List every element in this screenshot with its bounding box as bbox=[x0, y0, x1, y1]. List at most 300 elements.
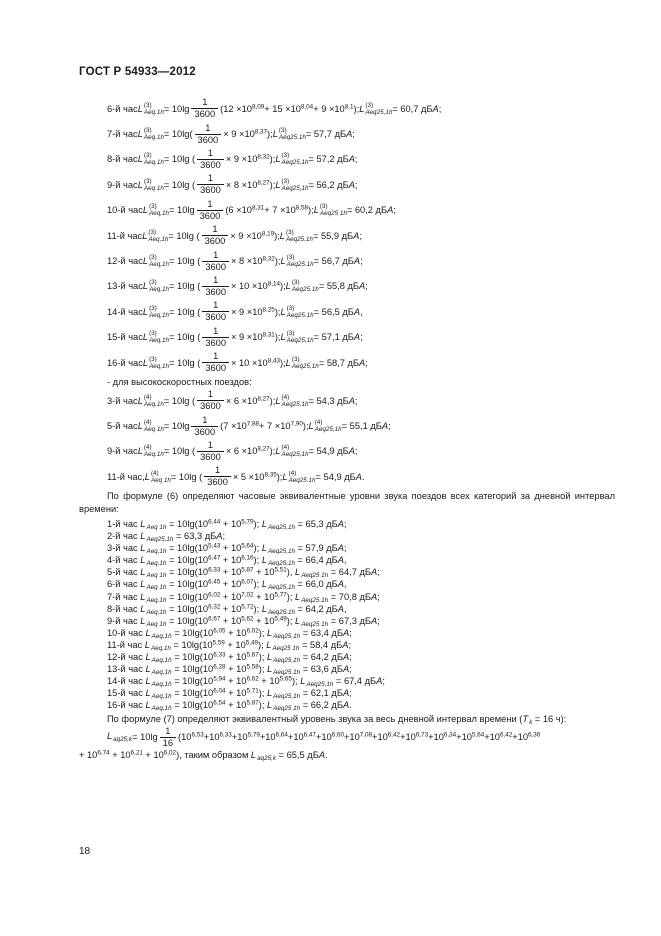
level-letter: L bbox=[145, 688, 151, 699]
formula-line bbox=[107, 325, 441, 350]
power-base: 10 bbox=[181, 732, 192, 742]
power-base: 10 bbox=[237, 732, 248, 742]
text: ; bbox=[377, 615, 380, 626]
power-base: 10 bbox=[236, 627, 247, 638]
text: 16-й час bbox=[107, 700, 146, 711]
superscript-index: (3) bbox=[291, 279, 300, 287]
level-symbol bbox=[143, 254, 169, 268]
formula-line bbox=[107, 223, 441, 248]
power-of-ten bbox=[181, 732, 204, 742]
exponent: 6,64 bbox=[275, 731, 288, 739]
power-base: 10 bbox=[405, 732, 416, 742]
level-letter: L bbox=[282, 471, 288, 482]
subscript-index: Aeq25,1h bbox=[365, 108, 393, 116]
power-of-ten bbox=[87, 750, 110, 760]
text: (6 × bbox=[225, 205, 242, 216]
fraction bbox=[191, 415, 218, 438]
text: = 63,6 дБ bbox=[300, 664, 343, 675]
level-indices bbox=[315, 419, 342, 433]
text: = 10lg( bbox=[166, 567, 198, 578]
power-base: 10 bbox=[247, 446, 258, 457]
category4-formulas bbox=[107, 388, 391, 490]
level-symbol bbox=[309, 419, 342, 433]
numerator: 1 bbox=[165, 725, 171, 736]
level-symbol bbox=[251, 750, 276, 760]
power-of-ten bbox=[490, 732, 513, 742]
text: = 63,4 дБ bbox=[300, 627, 343, 638]
power-base: 10 bbox=[293, 732, 304, 742]
power-base: 10 bbox=[264, 615, 275, 626]
text: ; bbox=[349, 688, 352, 699]
power-of-ten bbox=[209, 732, 232, 742]
text: + 15 × bbox=[264, 103, 291, 114]
level-symbol bbox=[295, 567, 329, 580]
text: ); bbox=[253, 519, 262, 529]
level-indices bbox=[286, 229, 313, 243]
power-base: 10 bbox=[334, 103, 345, 114]
text: 15-й час bbox=[107, 332, 143, 343]
superscript-index: (4) bbox=[143, 393, 152, 401]
level-indices bbox=[149, 254, 169, 268]
text: = 10lg ( bbox=[163, 179, 196, 190]
superscript-index: (3) bbox=[143, 127, 152, 135]
text: (7 × bbox=[220, 421, 237, 432]
superscript-index: (3) bbox=[149, 203, 157, 211]
level-symbol bbox=[145, 470, 171, 484]
level-letter: L bbox=[142, 281, 149, 292]
denominator: 3600 bbox=[197, 184, 224, 196]
power-of-ten bbox=[377, 732, 400, 742]
subscript-index: Aeq25,1h bbox=[267, 548, 295, 556]
text: = 10lg bbox=[132, 732, 158, 742]
text: ; bbox=[359, 230, 362, 241]
level-letter: L bbox=[142, 332, 149, 343]
text: , bbox=[360, 306, 363, 317]
text: = 10lg ( bbox=[168, 230, 200, 241]
power-of-ten bbox=[252, 231, 275, 241]
subscript-index: Aeq,1h bbox=[151, 681, 172, 689]
exponent: 6,42 bbox=[387, 731, 401, 739]
text: + bbox=[220, 519, 231, 529]
power-of-ten bbox=[265, 732, 288, 742]
exponent: 5,87 bbox=[246, 699, 259, 707]
text: = 70,8 дБ bbox=[328, 591, 371, 602]
unit-italic: A bbox=[337, 519, 344, 529]
subscript-index: Aeq,1h bbox=[149, 286, 170, 294]
text: + bbox=[225, 652, 237, 663]
fraction bbox=[202, 250, 229, 273]
exponent: 6,16 bbox=[241, 554, 254, 562]
unit-italic: A bbox=[359, 281, 366, 292]
text: = 63,3 дБ bbox=[173, 531, 217, 542]
power-of-ten bbox=[462, 732, 485, 742]
superscript-index: (3) bbox=[149, 330, 157, 338]
exponent: 5,64 bbox=[241, 542, 254, 550]
denominator: 3600 bbox=[197, 400, 224, 412]
text: ; bbox=[365, 357, 368, 368]
denominator: 3600 bbox=[202, 286, 229, 298]
unit-italic: A bbox=[337, 543, 344, 554]
exponent: 8,09 bbox=[251, 103, 265, 111]
superscript-index: (3) bbox=[281, 152, 290, 160]
exponent: 5,62 bbox=[241, 615, 254, 623]
formula-line bbox=[107, 591, 385, 603]
exponent: 6,42 bbox=[499, 731, 513, 739]
level-symbol bbox=[314, 203, 347, 217]
subscript-index: Aeq25,1h bbox=[281, 184, 309, 192]
text: , bbox=[343, 603, 347, 614]
text: = 10lg ( bbox=[169, 306, 201, 317]
power-of-ten bbox=[198, 604, 221, 614]
exponent: 5,87 bbox=[241, 566, 254, 574]
exponent: 6,07 bbox=[241, 578, 254, 586]
unit-italic: A bbox=[355, 471, 362, 482]
text: ; bbox=[352, 129, 355, 140]
subscript-index: Aeq,1h bbox=[151, 657, 172, 665]
power-base: 10 bbox=[517, 732, 529, 742]
text: ; bbox=[348, 639, 352, 650]
exponent: 6,04 bbox=[213, 687, 226, 695]
text: = 67,3 дБ bbox=[328, 615, 371, 626]
level-symbol bbox=[145, 652, 172, 665]
level-letter: L bbox=[144, 471, 150, 482]
level-indices bbox=[282, 152, 309, 166]
power-of-ten bbox=[231, 579, 254, 589]
power-of-ten bbox=[198, 567, 221, 577]
text: ); bbox=[274, 306, 281, 317]
exponent: 6,53 bbox=[191, 731, 204, 739]
fraction bbox=[197, 148, 224, 171]
subscript-index: Aeq25.1h bbox=[273, 669, 301, 677]
level-symbol bbox=[138, 152, 164, 166]
unit-italic: A bbox=[348, 446, 355, 457]
level-symbol bbox=[143, 279, 169, 293]
exponent: 5,71 bbox=[246, 687, 259, 695]
power-base: 10 bbox=[236, 700, 247, 711]
exponent: 7,90 bbox=[290, 420, 303, 428]
level-symbol bbox=[286, 279, 319, 293]
level-letter: L bbox=[300, 676, 306, 687]
subscript-index: Aeq 1h bbox=[143, 426, 164, 434]
text: . bbox=[361, 471, 365, 482]
subscript-index: Aeq25.1h bbox=[286, 311, 314, 319]
power-of-ten bbox=[406, 732, 429, 742]
level-indices bbox=[144, 394, 164, 408]
text: ; bbox=[360, 256, 363, 267]
exponent: 6,47 bbox=[208, 554, 221, 562]
text: = 64,7 дБ bbox=[328, 567, 371, 578]
power-of-ten bbox=[334, 104, 353, 114]
text: . bbox=[325, 750, 328, 760]
text: = 10lg( bbox=[171, 652, 203, 663]
level-symbol bbox=[266, 652, 301, 665]
level-symbol bbox=[522, 714, 532, 724]
text: ; bbox=[438, 103, 442, 114]
exponent: 6,02 bbox=[163, 749, 177, 757]
text: По формуле (7) определяют эквивалентный уровень звука за весь дневной интервал времени ( bbox=[107, 714, 523, 724]
power-base: 10 bbox=[247, 154, 258, 165]
formula-line bbox=[107, 299, 441, 324]
superscript-index: (3) bbox=[365, 101, 374, 109]
level-symbol bbox=[145, 628, 171, 638]
text: = 10lg ( bbox=[169, 357, 201, 368]
power-of-ten bbox=[236, 652, 259, 662]
text: ; bbox=[354, 154, 358, 165]
denominator: 3600 bbox=[202, 311, 229, 323]
text: = 56,5 дБ bbox=[313, 306, 354, 317]
level-symbol bbox=[267, 628, 300, 638]
power-of-ten bbox=[293, 732, 316, 742]
text: 8-й час bbox=[107, 603, 141, 614]
subscript-index: Aeq,1h bbox=[149, 311, 170, 319]
level-symbol bbox=[300, 676, 334, 689]
level-symbol bbox=[275, 152, 308, 166]
subscript-index: Aeq,1h bbox=[151, 632, 172, 640]
level-letter: L bbox=[140, 519, 146, 529]
text: × 5 × bbox=[232, 471, 255, 482]
power-base: 10 bbox=[202, 639, 213, 650]
level-indices bbox=[282, 444, 309, 458]
power-base: 10 bbox=[197, 543, 209, 554]
level-letter: L bbox=[308, 421, 314, 432]
power-base: 10 bbox=[197, 615, 209, 626]
text: + bbox=[79, 750, 88, 760]
level-symbol bbox=[280, 229, 313, 243]
document-header: ГОСТ Р 54933—2012 bbox=[79, 66, 196, 78]
power-of-ten bbox=[285, 205, 308, 215]
formula-line bbox=[107, 651, 385, 663]
power-base: 10 bbox=[209, 732, 220, 742]
level-symbol bbox=[261, 579, 295, 592]
text: 7-й час bbox=[107, 591, 141, 602]
text: = 56,7 дБ bbox=[313, 256, 354, 267]
fraction bbox=[160, 726, 176, 749]
level-letter: L bbox=[280, 332, 286, 343]
power-base: 10 bbox=[197, 603, 209, 614]
subscript-index: Aeq25.1h bbox=[288, 476, 316, 484]
text: ); bbox=[274, 332, 281, 343]
text: ; bbox=[354, 179, 358, 190]
level-symbol bbox=[359, 102, 392, 116]
power-of-ten bbox=[153, 750, 176, 760]
power-of-ten bbox=[236, 700, 259, 710]
level-symbol bbox=[145, 640, 171, 650]
subscript-index: Aeq25,1h bbox=[267, 584, 295, 592]
power-base: 10 bbox=[153, 750, 164, 760]
text: = 65,5 дБ bbox=[276, 750, 319, 760]
level-letter: L bbox=[137, 179, 143, 190]
text: + bbox=[258, 676, 270, 687]
level-symbol bbox=[286, 356, 319, 370]
text: = 10lg( bbox=[171, 664, 203, 675]
text: × 10 × bbox=[231, 281, 258, 292]
text: = 10lg( bbox=[166, 615, 198, 626]
text: ); bbox=[258, 664, 267, 675]
text: ; bbox=[377, 567, 380, 578]
exponent: 6,21 bbox=[130, 749, 143, 757]
subscript-index: Aeq25 1h bbox=[301, 572, 329, 580]
denominator: 3600 bbox=[195, 134, 222, 146]
power-base: 10 bbox=[285, 205, 296, 216]
superscript-index: (3) bbox=[143, 152, 152, 160]
exponent: 5,64 bbox=[471, 731, 485, 739]
level-letter: L bbox=[137, 421, 143, 432]
text: = 16 ч): bbox=[532, 714, 567, 724]
numerator: 1 bbox=[213, 351, 219, 362]
text: + bbox=[220, 615, 231, 626]
text: = 55,8 дБ bbox=[318, 281, 360, 292]
power-of-ten bbox=[247, 446, 270, 456]
level-letter: L bbox=[261, 579, 267, 590]
level-indices bbox=[144, 419, 164, 433]
text: ), bbox=[286, 567, 296, 578]
text: × 8 × bbox=[231, 256, 253, 267]
power-base: 10 bbox=[236, 421, 247, 432]
superscript-index: (4) bbox=[143, 444, 152, 452]
superscript-index: (3) bbox=[286, 304, 295, 312]
power-of-ten bbox=[264, 616, 287, 626]
text: = 10lg ( bbox=[169, 281, 201, 292]
level-symbol bbox=[143, 305, 169, 319]
subscript-index: Aeq,1h bbox=[151, 669, 172, 677]
fraction bbox=[202, 224, 229, 247]
level-letter: L bbox=[137, 395, 143, 406]
level-symbol bbox=[266, 700, 301, 713]
text: = 10lg( bbox=[171, 676, 203, 687]
level-indices bbox=[149, 279, 169, 293]
text: 15-й час bbox=[107, 688, 146, 699]
subscript-index: Aeq,1h bbox=[150, 644, 171, 652]
power-of-ten bbox=[242, 205, 265, 215]
text: + bbox=[372, 732, 378, 742]
power-base: 10 bbox=[252, 306, 263, 317]
level-symbol bbox=[142, 229, 168, 243]
subscript-index: Aeq25,1h bbox=[291, 362, 319, 370]
power-of-ten bbox=[244, 129, 267, 139]
subscript-index: Aeq.1h bbox=[143, 451, 164, 459]
power-base: 10 bbox=[280, 421, 291, 432]
text: 10-й час bbox=[107, 627, 146, 638]
unit-italic: A bbox=[370, 591, 378, 602]
text: ); bbox=[269, 395, 276, 406]
exponent: 6,34 bbox=[443, 731, 457, 739]
text: ); bbox=[253, 543, 262, 554]
fraction bbox=[197, 173, 224, 196]
subscript-index: Aeq25,1h bbox=[146, 536, 174, 544]
formula-line bbox=[107, 566, 385, 578]
text: ( bbox=[178, 732, 182, 742]
formula-line bbox=[107, 542, 385, 554]
exponent: 5,51 bbox=[274, 566, 287, 574]
power-base: 10 bbox=[230, 603, 242, 614]
power-of-ten bbox=[120, 750, 143, 760]
formula-line bbox=[107, 687, 385, 699]
level-letter: L bbox=[261, 519, 267, 529]
level-indices bbox=[292, 279, 319, 293]
level-symbol bbox=[138, 127, 164, 141]
exponent: 6,47 bbox=[303, 731, 316, 739]
text: ; bbox=[343, 519, 347, 529]
fraction bbox=[202, 300, 229, 323]
exponent: 5,67 bbox=[246, 651, 259, 659]
text: + bbox=[220, 543, 231, 554]
level-letter: L bbox=[280, 306, 286, 317]
formula6-paragraph: По формуле (6) определяют часовые эквивалентные уровни звука поездов всех категорий за дневной интервал времени: bbox=[79, 491, 615, 515]
subscript-index: Aeq.1h bbox=[143, 400, 164, 408]
text: ); bbox=[308, 205, 314, 216]
formula-line bbox=[107, 274, 441, 299]
text: ); bbox=[353, 103, 360, 114]
superscript-index: (4) bbox=[281, 444, 290, 452]
level-indices bbox=[148, 229, 168, 243]
power-base: 10 bbox=[202, 627, 214, 638]
text: 14-й час bbox=[107, 676, 146, 687]
level-indices bbox=[287, 305, 314, 319]
fraction bbox=[197, 199, 224, 222]
unit-italic: A bbox=[353, 332, 361, 343]
numerator: 1 bbox=[207, 198, 213, 209]
exponent: 6,60 bbox=[331, 731, 344, 739]
text: = 54,3 дБ bbox=[308, 395, 349, 406]
text: ); bbox=[302, 421, 309, 432]
power-of-ten bbox=[203, 664, 226, 674]
subscript-index: Aeq25,1h bbox=[273, 657, 301, 665]
subscript-index: Aeq25,1h bbox=[306, 681, 334, 689]
text: ; bbox=[349, 652, 352, 663]
level-indices bbox=[289, 470, 316, 484]
text: = 10lg( bbox=[170, 639, 203, 650]
level-letter: L bbox=[140, 579, 146, 590]
text: + 7 × bbox=[264, 205, 286, 216]
power-of-ten bbox=[231, 592, 254, 602]
text: + bbox=[253, 615, 265, 626]
formula-line bbox=[107, 530, 385, 542]
exponent: 6,32 bbox=[208, 603, 221, 611]
power-of-ten bbox=[237, 732, 260, 742]
text: ); bbox=[258, 627, 267, 638]
text: + bbox=[109, 750, 121, 760]
level-symbol bbox=[281, 305, 314, 319]
level-symbol bbox=[143, 330, 169, 344]
text: = 64,2 дБ bbox=[300, 652, 343, 663]
text: 5-й час bbox=[107, 421, 138, 432]
power-base: 10 bbox=[254, 471, 265, 482]
numerator: 1 bbox=[202, 97, 208, 108]
denominator: 3600 bbox=[197, 159, 224, 171]
exponent: 5,59 bbox=[212, 639, 225, 647]
level-symbol bbox=[143, 356, 169, 370]
superscript-index: (3) bbox=[286, 330, 295, 338]
level-symbol bbox=[261, 543, 295, 556]
level-letter: L bbox=[285, 357, 291, 368]
superscript-index: (4) bbox=[314, 419, 323, 427]
exponent: 5,94 bbox=[213, 675, 226, 683]
subscript-index: Aeq25,1h bbox=[267, 524, 295, 531]
subscript-index: Aeq 1h bbox=[150, 476, 171, 484]
power-base: 10 bbox=[264, 567, 275, 578]
level-letter: L bbox=[275, 154, 281, 165]
unit-italic: A bbox=[318, 750, 326, 760]
formula-line bbox=[107, 518, 385, 530]
power-of-ten bbox=[236, 628, 259, 638]
subscript-index: Aeq25 1h bbox=[301, 620, 329, 628]
power-of-ten bbox=[349, 732, 372, 742]
fraction bbox=[197, 389, 224, 412]
superscript-index: (3) bbox=[143, 177, 152, 185]
page-number: 18 bbox=[79, 846, 91, 857]
exponent: 6,45 bbox=[208, 578, 221, 586]
power-of-ten bbox=[254, 472, 277, 482]
